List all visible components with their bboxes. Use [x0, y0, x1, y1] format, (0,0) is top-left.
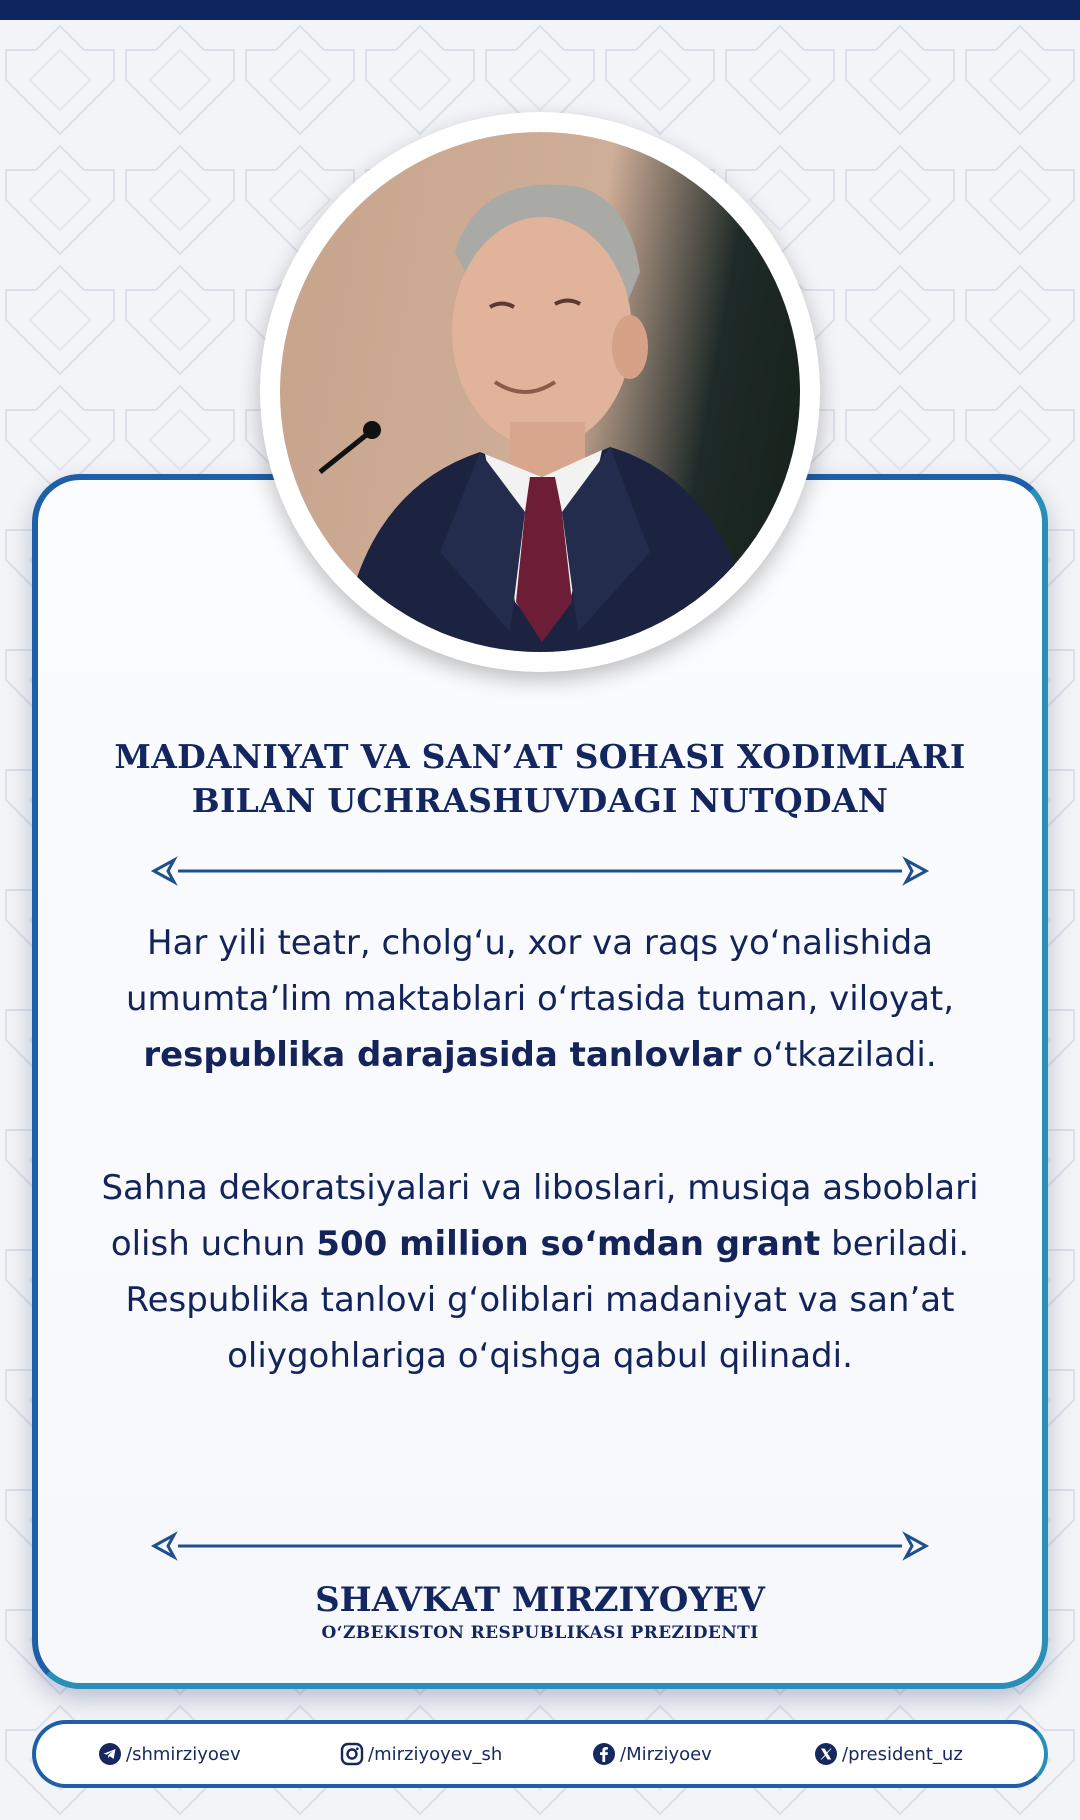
x-icon — [814, 1742, 838, 1766]
headline-line-2: BILAN UCHRASHUVDAGI NUTQDAN — [191, 781, 889, 820]
social-link-telegram[interactable] — [98, 1738, 241, 1770]
paragraph-2-text-end: beriladi. Respublika tanlovi g‘oliblari madaniyat va san’at oliygohlariga o‘qishga qabul qilinadi. — [125, 1224, 970, 1376]
author-title: O‘ZBEKISTON RESPUBLIKASI PREZIDENTI — [321, 1623, 759, 1643]
paragraph-1-highlight: respublika darajasida tanlovlar — [143, 1035, 742, 1075]
social-handle-facebook: /Mirziyoev — [620, 1743, 712, 1765]
author-block — [80, 1578, 1000, 1644]
paragraph-1 — [100, 915, 980, 1083]
portrait-photo — [280, 132, 800, 652]
instagram-icon — [340, 1742, 364, 1766]
paragraph-1-text-end: o‘tkaziladi. — [741, 1035, 937, 1075]
social-link-x[interactable] — [814, 1738, 963, 1770]
paragraph-2 — [100, 1160, 980, 1384]
bottom-divider — [150, 1531, 930, 1561]
social-link-facebook[interactable] — [592, 1738, 712, 1770]
social-handle-telegram: /shmirziyoev — [126, 1743, 241, 1765]
top-bar — [0, 0, 1080, 20]
top-divider — [150, 856, 930, 886]
social-handle-x: /president_uz — [842, 1743, 963, 1765]
paragraph-2-text: Sahna dekoratsiyalari va liboslari, musiqa asboblari olish uchun — [101, 1168, 979, 1264]
headline-line-1: MADANIYAT VA SAN’AT SOHASI XODIMLARI — [114, 737, 966, 776]
headline — [80, 735, 1000, 823]
social-link-instagram[interactable] — [340, 1738, 502, 1770]
social-handle-instagram: /mirziyoyev_sh — [368, 1743, 503, 1765]
paragraph-1-text: Har yili teatr, cholg‘u, xor va raqs yo‘nalishida umumta’lim maktablari o‘rtasida tuman, viloyat, — [125, 923, 955, 1019]
paragraph-2-highlight: 500 million so‘mdan grant — [316, 1224, 821, 1264]
facebook-icon — [592, 1742, 616, 1766]
author-name: SHAVKAT MIRZIYOYEV — [315, 1580, 765, 1620]
telegram-icon — [98, 1742, 122, 1766]
